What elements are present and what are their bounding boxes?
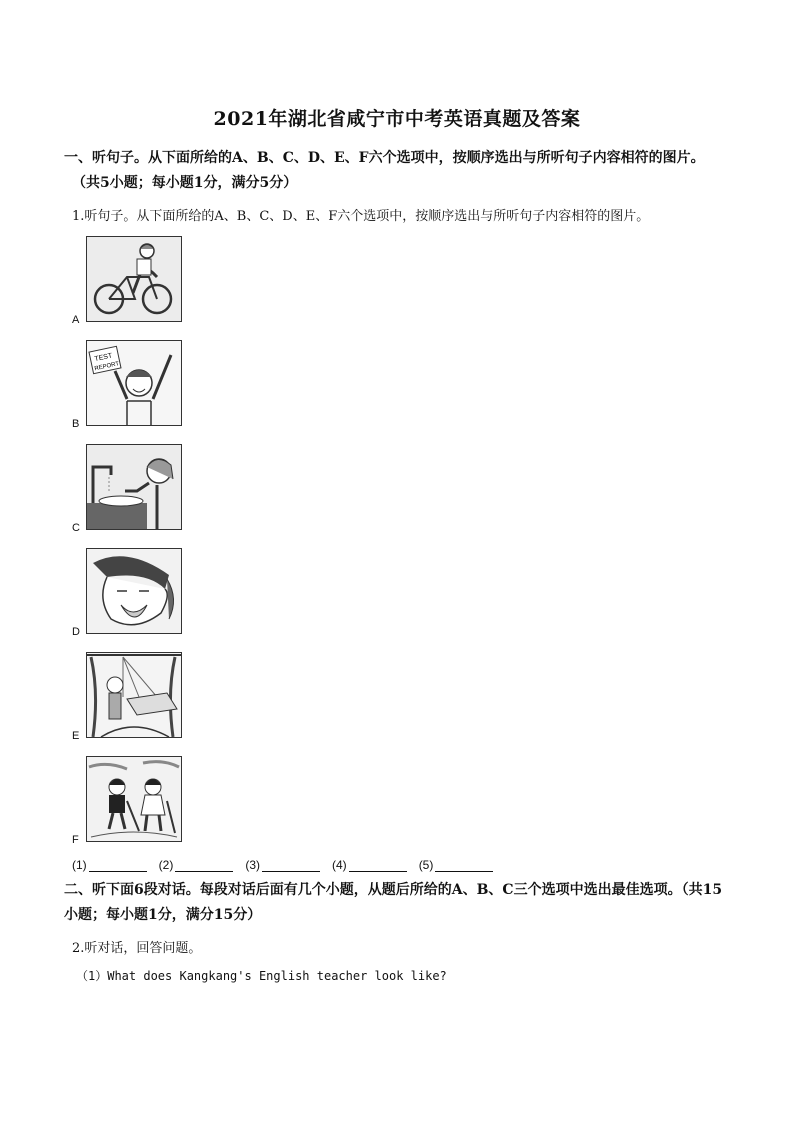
washing-hands-icon: [86, 444, 182, 530]
option-a-label: A: [72, 314, 80, 326]
answer-blanks: [72, 858, 493, 872]
question1-prompt: 1.听句子。从下面所给的A、B、C、D、E、F六个选项中，按顺序选出与所听句子内容相符的图片。: [72, 209, 650, 224]
answer-blank-1[interactable]: (1): [72, 858, 147, 872]
answer-blank-4[interactable]: (4): [332, 858, 407, 872]
answer-blank-3[interactable]: (3): [245, 858, 320, 872]
option-e-label: E: [72, 730, 80, 742]
option-b-label: B: [72, 418, 80, 430]
question2-sub1: （1）What does Kangkang's English teacher look like?: [76, 969, 447, 983]
test-report-icon: [86, 340, 182, 426]
section1-scoring: （共5小题；每小题1分，满分5分）: [72, 175, 298, 191]
svg-text:REPORT: REPORT: [94, 361, 120, 373]
page-title: 2021年湖北省咸宁市中考英语真题及答案: [213, 108, 581, 130]
option-f-label: F: [72, 834, 79, 846]
cyclist-icon: [86, 236, 182, 322]
kids-sweeping-icon: [86, 756, 182, 842]
option-c-label: C: [72, 522, 80, 534]
answer-blank-5[interactable]: (5): [419, 858, 494, 872]
option-d-label: D: [72, 626, 80, 638]
window-curtain-icon: [86, 652, 182, 738]
section1-instruction: 一、听句子。从下面所给的A、B、C、D、E、F六个选项中，按顺序选出与所听句子内容相符的图片。: [64, 150, 705, 166]
section2-heading: 二、听下面6段对话。每段对话后面有几个小题，从题后所给的A、B、C三个选项中选出最佳选项。（共15小题；每小题1分，满分15分）: [64, 882, 723, 923]
section1-heading: [64, 146, 730, 196]
answer-blank-2[interactable]: (2): [159, 858, 234, 872]
grandpa-face-icon: [86, 548, 182, 634]
question2-prompt: 2.听对话，回答问题。: [72, 941, 202, 956]
svg-text:TEST: TEST: [93, 352, 113, 364]
